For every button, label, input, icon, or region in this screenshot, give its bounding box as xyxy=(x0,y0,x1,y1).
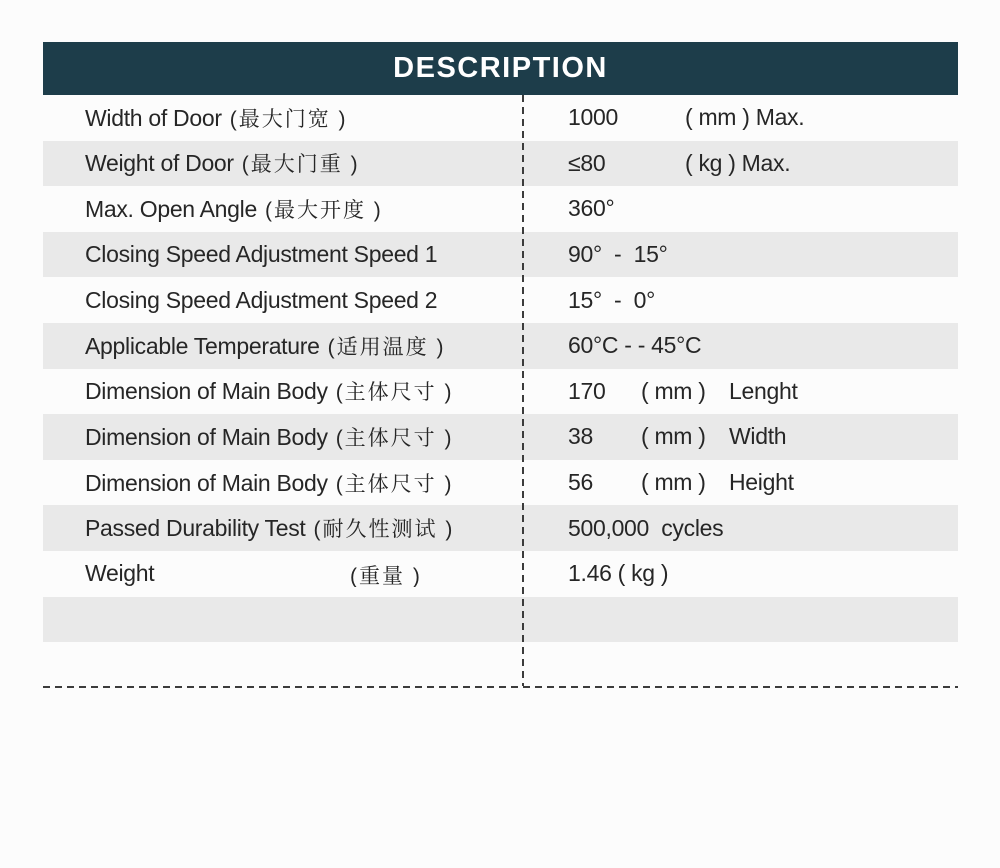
table-row-closing-speed-2 xyxy=(43,277,958,323)
row-value-number: 170 xyxy=(568,377,606,404)
row-value-unit: ( kg ) Max. xyxy=(685,149,791,176)
table-row-applicable-temperature xyxy=(43,323,958,369)
row-value-cell xyxy=(522,241,958,268)
row-label: Dimension of Main Body xyxy=(85,469,328,496)
row-value-unit: ( mm ) xyxy=(641,423,706,450)
row-value-cell xyxy=(522,150,958,177)
row-label: Closing Speed Adjustment Speed 2 xyxy=(85,286,438,313)
row-value-cell xyxy=(522,104,958,131)
row-label-cell xyxy=(43,560,522,587)
table-row-closing-speed-1 xyxy=(43,232,958,278)
row-value-cell xyxy=(522,469,958,496)
row-label-cn: (主体尺寸 ) xyxy=(335,426,454,450)
row-value-number: ≤80 xyxy=(568,149,606,176)
spec-table xyxy=(43,42,958,686)
vertical-dashed-divider xyxy=(522,95,524,686)
row-label-cn: (主体尺寸 ) xyxy=(335,472,454,496)
table-rows xyxy=(43,95,958,642)
table-row-dimension-width xyxy=(43,414,958,460)
row-label-cell xyxy=(43,103,522,133)
row-label-cell xyxy=(43,194,522,224)
row-label: Weight of Door xyxy=(85,150,234,177)
row-label-cn: (最大开度 ) xyxy=(264,198,383,222)
table-row-durability-test xyxy=(43,505,958,551)
row-label: Passed Durability Test xyxy=(85,515,306,542)
table-row-weight xyxy=(43,551,958,597)
row-value-cell xyxy=(522,423,958,450)
row-label: Weight xyxy=(85,560,155,587)
row-value-number: 56 xyxy=(568,469,593,496)
row-value-unit: ( mm ) xyxy=(641,377,706,404)
row-label-cell xyxy=(43,287,522,314)
row-label-cell xyxy=(43,513,522,543)
row-value-unit: ( mm ) xyxy=(641,469,706,496)
row-value-number: 500,000 cycles xyxy=(568,514,724,541)
row-label: Dimension of Main Body xyxy=(85,423,328,450)
row-label-cell xyxy=(43,422,522,452)
row-value-cell xyxy=(522,195,958,222)
row-label: Closing Speed Adjustment Speed 1 xyxy=(85,241,438,268)
row-label: Width of Door xyxy=(85,104,222,131)
row-value-cell xyxy=(522,332,958,359)
row-label-cn: (主体尺寸 ) xyxy=(335,381,454,405)
row-value-cell xyxy=(522,287,958,314)
row-label-cn: (适用温度 ) xyxy=(327,335,446,359)
row-label-cn: (耐久性测试 ) xyxy=(313,518,455,542)
row-label-cell xyxy=(43,331,522,361)
row-value-cell xyxy=(522,378,958,405)
row-label-cn: (重量 ) xyxy=(350,565,422,588)
description-header-bar xyxy=(43,42,958,95)
bottom-gap xyxy=(43,642,958,686)
row-label: Dimension of Main Body xyxy=(85,378,328,405)
table-row-dimension-length xyxy=(43,369,958,415)
row-label-cell xyxy=(43,468,522,498)
row-label-cell xyxy=(43,241,522,268)
row-label-cell xyxy=(43,376,522,406)
row-value-suffix: Height xyxy=(729,469,794,496)
table-row-empty xyxy=(43,597,958,643)
table-row-weight-of-door xyxy=(43,141,958,187)
horizontal-dashed-divider xyxy=(43,686,958,688)
row-value-number: 1.46 ( kg ) xyxy=(568,560,669,587)
row-value-number: 90° - 15° xyxy=(568,241,668,268)
row-label: Applicable Temperature xyxy=(85,332,320,359)
table-title: DESCRIPTION xyxy=(393,52,608,84)
table-row-dimension-height xyxy=(43,460,958,506)
row-value-unit: ( mm ) Max. xyxy=(685,104,805,131)
row-value-suffix: Lenght xyxy=(729,377,798,404)
row-value-number: 60°C - - 45°C xyxy=(568,332,702,359)
table-row-width-of-door xyxy=(43,95,958,141)
row-value-cell xyxy=(522,515,958,542)
row-value-number: 1000 xyxy=(568,104,618,131)
row-label-cn: (最大门宽 ) xyxy=(229,107,348,131)
row-label-cell xyxy=(43,148,522,178)
table-row-max-open-angle xyxy=(43,186,958,232)
row-value-number: 360° xyxy=(568,195,615,222)
row-label: Max. Open Angle xyxy=(85,195,257,222)
row-value-number: 15° - 0° xyxy=(568,286,655,313)
row-value-suffix: Width xyxy=(729,423,787,450)
row-value-number: 38 xyxy=(568,423,593,450)
row-value-cell xyxy=(522,560,958,587)
row-label-cn: (最大门重 ) xyxy=(241,153,360,177)
